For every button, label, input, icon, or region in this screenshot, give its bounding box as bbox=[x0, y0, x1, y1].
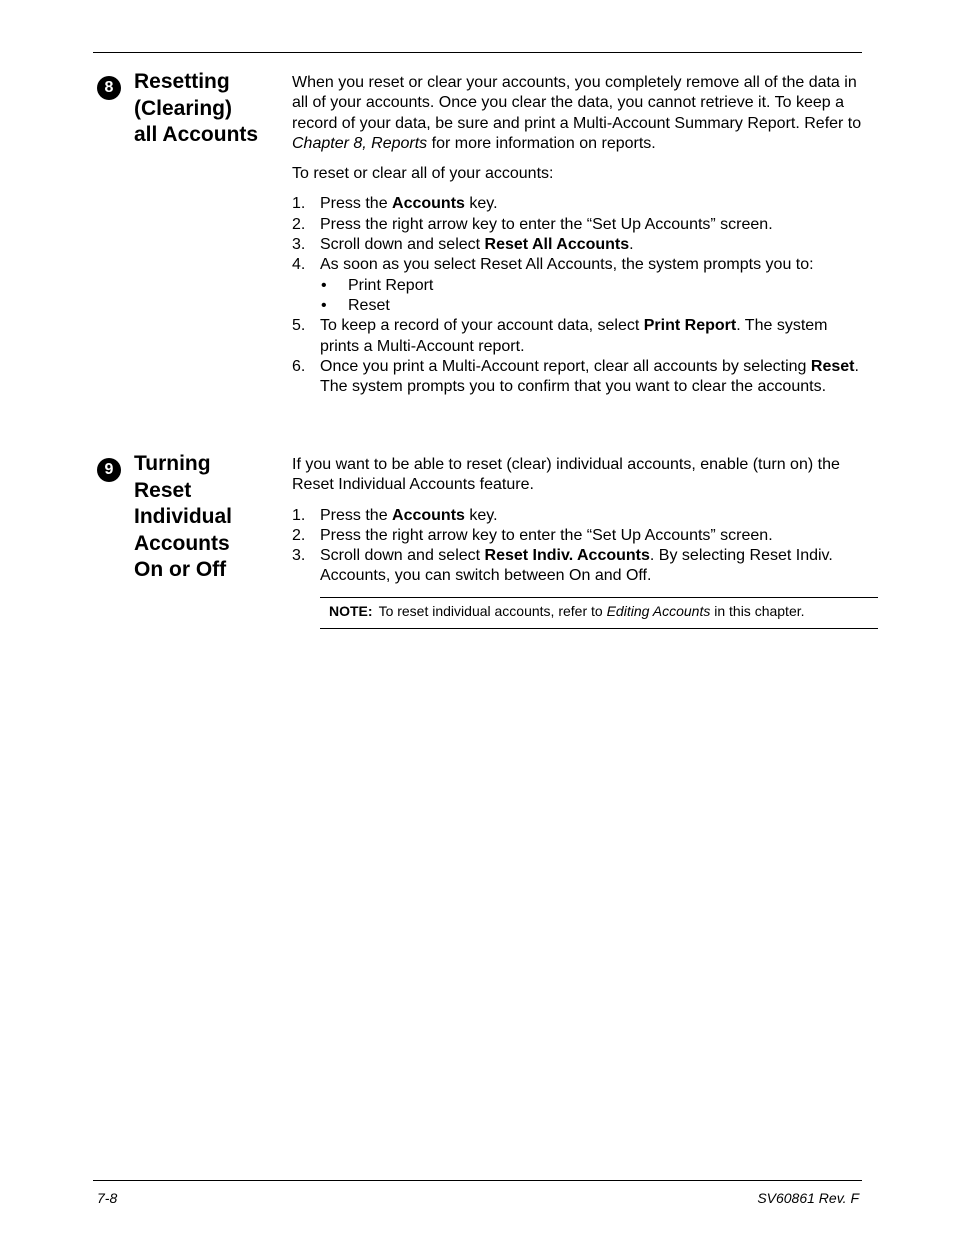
page-number: 7-8 bbox=[97, 1190, 118, 1206]
list-item: 2. Press the right arrow key to enter the “Set Up Accounts” screen. bbox=[292, 215, 773, 233]
heading-line: Accounts bbox=[134, 531, 230, 555]
section-number-marker: 8 bbox=[97, 76, 121, 100]
bullet-item: • Print Report bbox=[321, 276, 434, 294]
list-item: 1. Press the Accounts key. bbox=[292, 506, 498, 524]
section-heading bbox=[134, 69, 284, 149]
section-number-marker: 9 bbox=[97, 458, 121, 482]
lead-paragraph: To reset or clear all of your accounts: bbox=[292, 165, 554, 183]
header-rule bbox=[93, 52, 862, 53]
heading-line: Resetting bbox=[134, 70, 230, 93]
heading-line: Turning bbox=[134, 452, 211, 475]
list-item: 3. Scroll down and select Reset All Accounts. bbox=[292, 236, 634, 254]
list-item: 1. Press the Accounts key. bbox=[292, 195, 498, 213]
list-item: 2. Press the right arrow key to enter the “Set Up Accounts” screen. bbox=[292, 526, 773, 544]
list-item: 4. As soon as you select Reset All Accounts, the system prompts you to: • Print Report • Reset bbox=[292, 255, 862, 316]
steps-list bbox=[292, 506, 862, 587]
list-item: 5. To keep a record of your account data, select Print Report. The system prints a Multi-Account report. bbox=[292, 317, 828, 355]
section-body bbox=[292, 73, 862, 397]
section-body bbox=[292, 455, 862, 629]
section-heading bbox=[134, 451, 284, 584]
document-revision: SV60861 Rev. F bbox=[757, 1190, 859, 1206]
list-item: 3. Scroll down and select Reset Indiv. Accounts. By selecting Reset Indiv. Accounts, you can switch between On and Off. bbox=[292, 547, 833, 585]
intro-paragraph: If you want to be able to reset (clear) individual accounts, enable (turn on) the Reset Individual Accounts feature. bbox=[292, 456, 840, 494]
heading-line: Individual bbox=[134, 505, 233, 528]
heading-line: all Accounts bbox=[134, 123, 259, 146]
intro-paragraph: When you reset or clear your accounts, you completely remove all of the data in all of your accounts. Once you clear the data, you cannot retrieve it. To keep a record of your data, be sure and print a Multi-Account Summary Report. Refer to Chapter 8, Reports for more information on reports. bbox=[292, 74, 862, 152]
note-label: NOTE: bbox=[329, 602, 373, 619]
bullet-list bbox=[320, 276, 862, 317]
chapter-reference: Chapter 8, Reports bbox=[292, 134, 428, 152]
note-box: NOTE: To reset individual accounts, refer to Editing Accounts in this chapter. bbox=[320, 597, 878, 629]
note-reference: Editing Accounts bbox=[606, 602, 711, 619]
heading-line: (Clearing) bbox=[134, 96, 233, 120]
footer-rule bbox=[93, 1180, 862, 1181]
list-item: 6. Once you print a Multi-Account report, clear all accounts by selecting Reset. The system prompts you to confirm that you want to clear the accounts. bbox=[292, 357, 859, 396]
heading-line: On or Off bbox=[134, 558, 227, 581]
bullet-item: • Reset bbox=[321, 296, 390, 314]
steps-list bbox=[292, 194, 862, 397]
heading-line: Reset bbox=[134, 478, 192, 502]
